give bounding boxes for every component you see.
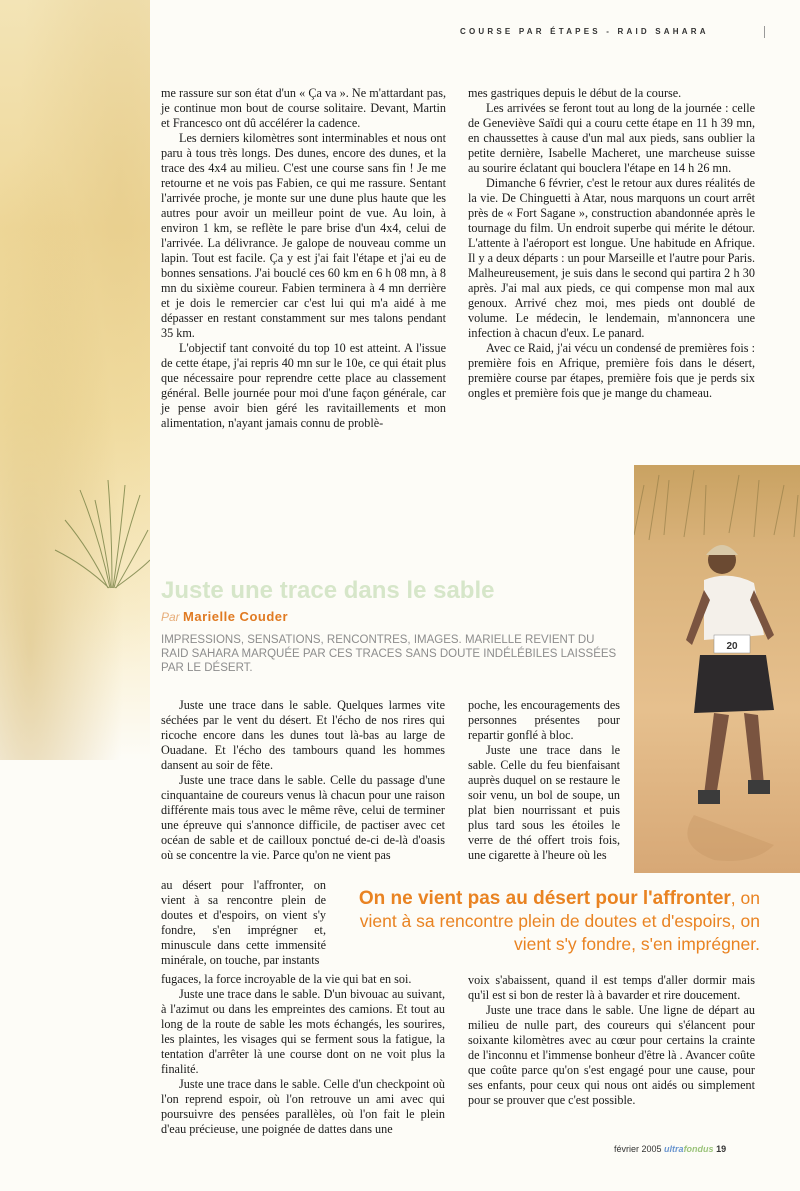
header-divider [764,26,765,38]
paragraph: mes gastriques depuis le début de la course. [468,86,682,100]
desert-grass-illustration [40,470,150,590]
paragraph: Dimanche 6 février, c'est le retour aux dures réalités de la vie. De Chinguetti à Atar, nous marquons un court arrêt près de « Fort Sagane », construction abandonnée après le tournage du film. Un endroit superbe qui mérite le détour. L'attente à l'aéroport est longue. Une habitude en Afrique. Il y a deux départs : un pour Marseille et l'autre pour Paris. Malheureusement, je suis dans le second qui partira 2 h 30 après. J'ai mal aux pieds, ce qui compense mon mal aux genoux. Arrivé chez moi, mes pieds ont doublé de volume. Le médecin, le lendemain, m'annoncera une infection à chacun d'eux. Le panard. [468,176,755,340]
bib-number: 20 [726,641,738,652]
paragraph: Juste une trace dans le sable. D'un bivouac au suivant, à l'azimut ou dans les empreintes des camions. Et tout au long de la route de sable les mots échangés, les sourires, les plaintes, les visages qui se ferment sous la fatigue, la tentation d'arrêter là une course dont on ne voit plus la finalité. [161,987,445,1076]
paragraph: Les derniers kilomètres sont interminables et nous ont paru à tous très longs. Des dunes, encore des dunes, et la trace des 4x4 au milieu. C'est une course sans fin ! Je me retourne et ne vois pas Fabien, ce qui me rassure. Sentant l'arrivée proche, je monte sur une dune plus haute que les autres pour avoir un meilleur point de vue. Au loin, à environ 1 km, se reflète le pare brise d'un 4x4, celui de l'arrivée. La délivrance. Je galope de nouveau comme un lapin. Tout est facile. Ça y est j'ai fait l'étape et j'ai eu de bonnes sensations. J'ai bouclé ces 60 km en 6 h 08 mn, à 8 mn du sixième coureur. Fabien terminera à 4 mn derrière et je dois le remercier car c'est lui qui m'a aidé à me dépasser en restant constamment sur mes talons pendant 35 km. [161,131,446,340]
brand-part-a: ultra [664,1144,684,1154]
paragraph: Les arrivées se feront tout au long de la journée : celle de Geneviève Saïdi qui a couru cette étape en 11 h 39 mn, en chaussettes à cause d'un mal aux pieds, sans oublier la petite dernière, Isabelle Macheret, une marcheuse suisse au sourire éclatant qui bouclera l'étape en 14 h 26 mn. [468,101,755,175]
paragraph: Juste une trace dans le sable. Quelques larmes vite séchées par le vent du désert. Et l'écho de nos rires qui ricoche encore dans les dunes tout là-bas au large de Ouadane. Et l'écho des tambours quand les hommes dansent au soir de fête. [161,698,445,772]
paragraph: Avec ce Raid, j'ai vécu un condensé de premières fois : première fois en Afrique, première fois dans le désert, première course par étapes, première fois que je perds six ongles et première fois que je mange du chameau. [468,341,755,400]
pull-quote-rest: , on vient à sa rencontre plein de doutes et d'espoirs, on vient s'y fondre, s'en imprégner. [359,888,760,954]
article1-column-1 [161,86,446,431]
brand-part-b: fondus [683,1144,714,1154]
article2-column-1-continued [161,972,445,1137]
page-footer [614,1144,726,1154]
author-name: Marielle Couder [183,609,289,624]
issue-date: février 2005 [614,1144,662,1154]
paragraph: poche, les encouragements des personnes présentes pour repartir gonflé à bloc. [468,698,620,742]
paragraph: Juste une trace dans le sable. Celle du passage d'une cinquantaine de coureurs venus là chacun pour une raison différente mais tous avec le même rêve, celui de terminer une épreuve qui s'annonce difficile, de pactiser avec cet océan de sable et de cailloux ponctué de-ci de-là d'oasis où se concentre la vie. Parce qu'on ne vient pas [161,773,445,862]
article-title: Juste une trace dans le sable [161,577,495,604]
article1-column-2 [468,86,755,401]
paragraph: Juste une trace dans le sable. Une ligne de départ au milieu de nulle part, des coureurs qui s'élancent pour soixante kilomètres avec au cœur pour certains la crainte de l'inconnu et l'immense bonheur d'être là . Avancer coûte que coûte parce qu'on s'est engagé pour une cause, pour ses enfants, pour ceux qui nous ont aidés ou simplement pour se prouver que c'est possible. [468,1003,755,1107]
article-lead: IMPRESSIONS, SENSATIONS, RENCONTRES, IMAGES. MARIELLE REVIENT DU RAID SAHARA MARQUÉE PAR CES TRACES SANS DOUTE INDÉLÉBILES LAISSÉES PAR LE DÉSERT. [161,634,617,674]
pull-quote [320,887,760,956]
byline [161,609,288,624]
paragraph: fugaces, la force incroyable de la vie qui bat en soi. [161,972,412,986]
running-header: COURSE PAR ÉTAPES - RAID SAHARA [460,27,709,36]
pull-quote-bold: On ne vient pas au désert pour l'affronter [358,888,731,909]
paragraph: au désert pour l'affronter, on vient à sa rencontre plein de doutes et d'espoirs, on vient s'y fondre, s'en imprégner et, minuscule dans cette immensité minérale, on touche, par instants [161,878,326,967]
paragraph: Juste une trace dans le sable. Celle du feu bienfaisant auprès duquel on se restaure le soir venu, un bol de soupe, un plat bien nourrissant et puis plus tard sous les étoiles le verre de thé offert trois fois, une cigarette à l'heure où les [468,743,620,862]
runner-photo [634,465,800,873]
article2-column-1 [161,698,445,863]
paragraph: voix s'abaissent, quand il est temps d'aller dormir mais qu'il est si bon de rester là à bavarder et rire doucement. [468,973,755,1002]
paragraph: Juste une trace dans le sable. Celle d'un checkpoint où l'on reprend espoir, où l'on retrouve un ami avec qui poursuivre des pensées parallèles, où l'on fait le plein d'eau précieuse, une poignée de dattes dans une [161,1077,445,1136]
byline-prefix: Par [161,610,180,624]
sand-dune-photo [0,0,150,760]
magazine-brand [664,1144,714,1154]
article2-column-2-continued [468,973,755,1108]
page-number: 19 [716,1144,727,1154]
article2-column-1-narrow [161,878,326,968]
paragraph: me rassure sur son état d'un « Ça va ». Ne m'attardant pas, je continue mon bout de course solitaire. Devant, Martin et Francesco ont dû accélérer la cadence. [161,86,446,130]
paragraph: L'objectif tant convoité du top 10 est atteint. A l'issue de cette étape, j'ai repris 40 mn sur le 10e, ce qui était plus que nécessaire pour reprendre cette place au classement général. Belle journée pour moi d'une façon générale, car je pense avoir bien géré les ravitaillements et mon alimentation, n'ayant jamais connu de problè- [161,341,446,430]
article2-column-2 [468,698,620,863]
